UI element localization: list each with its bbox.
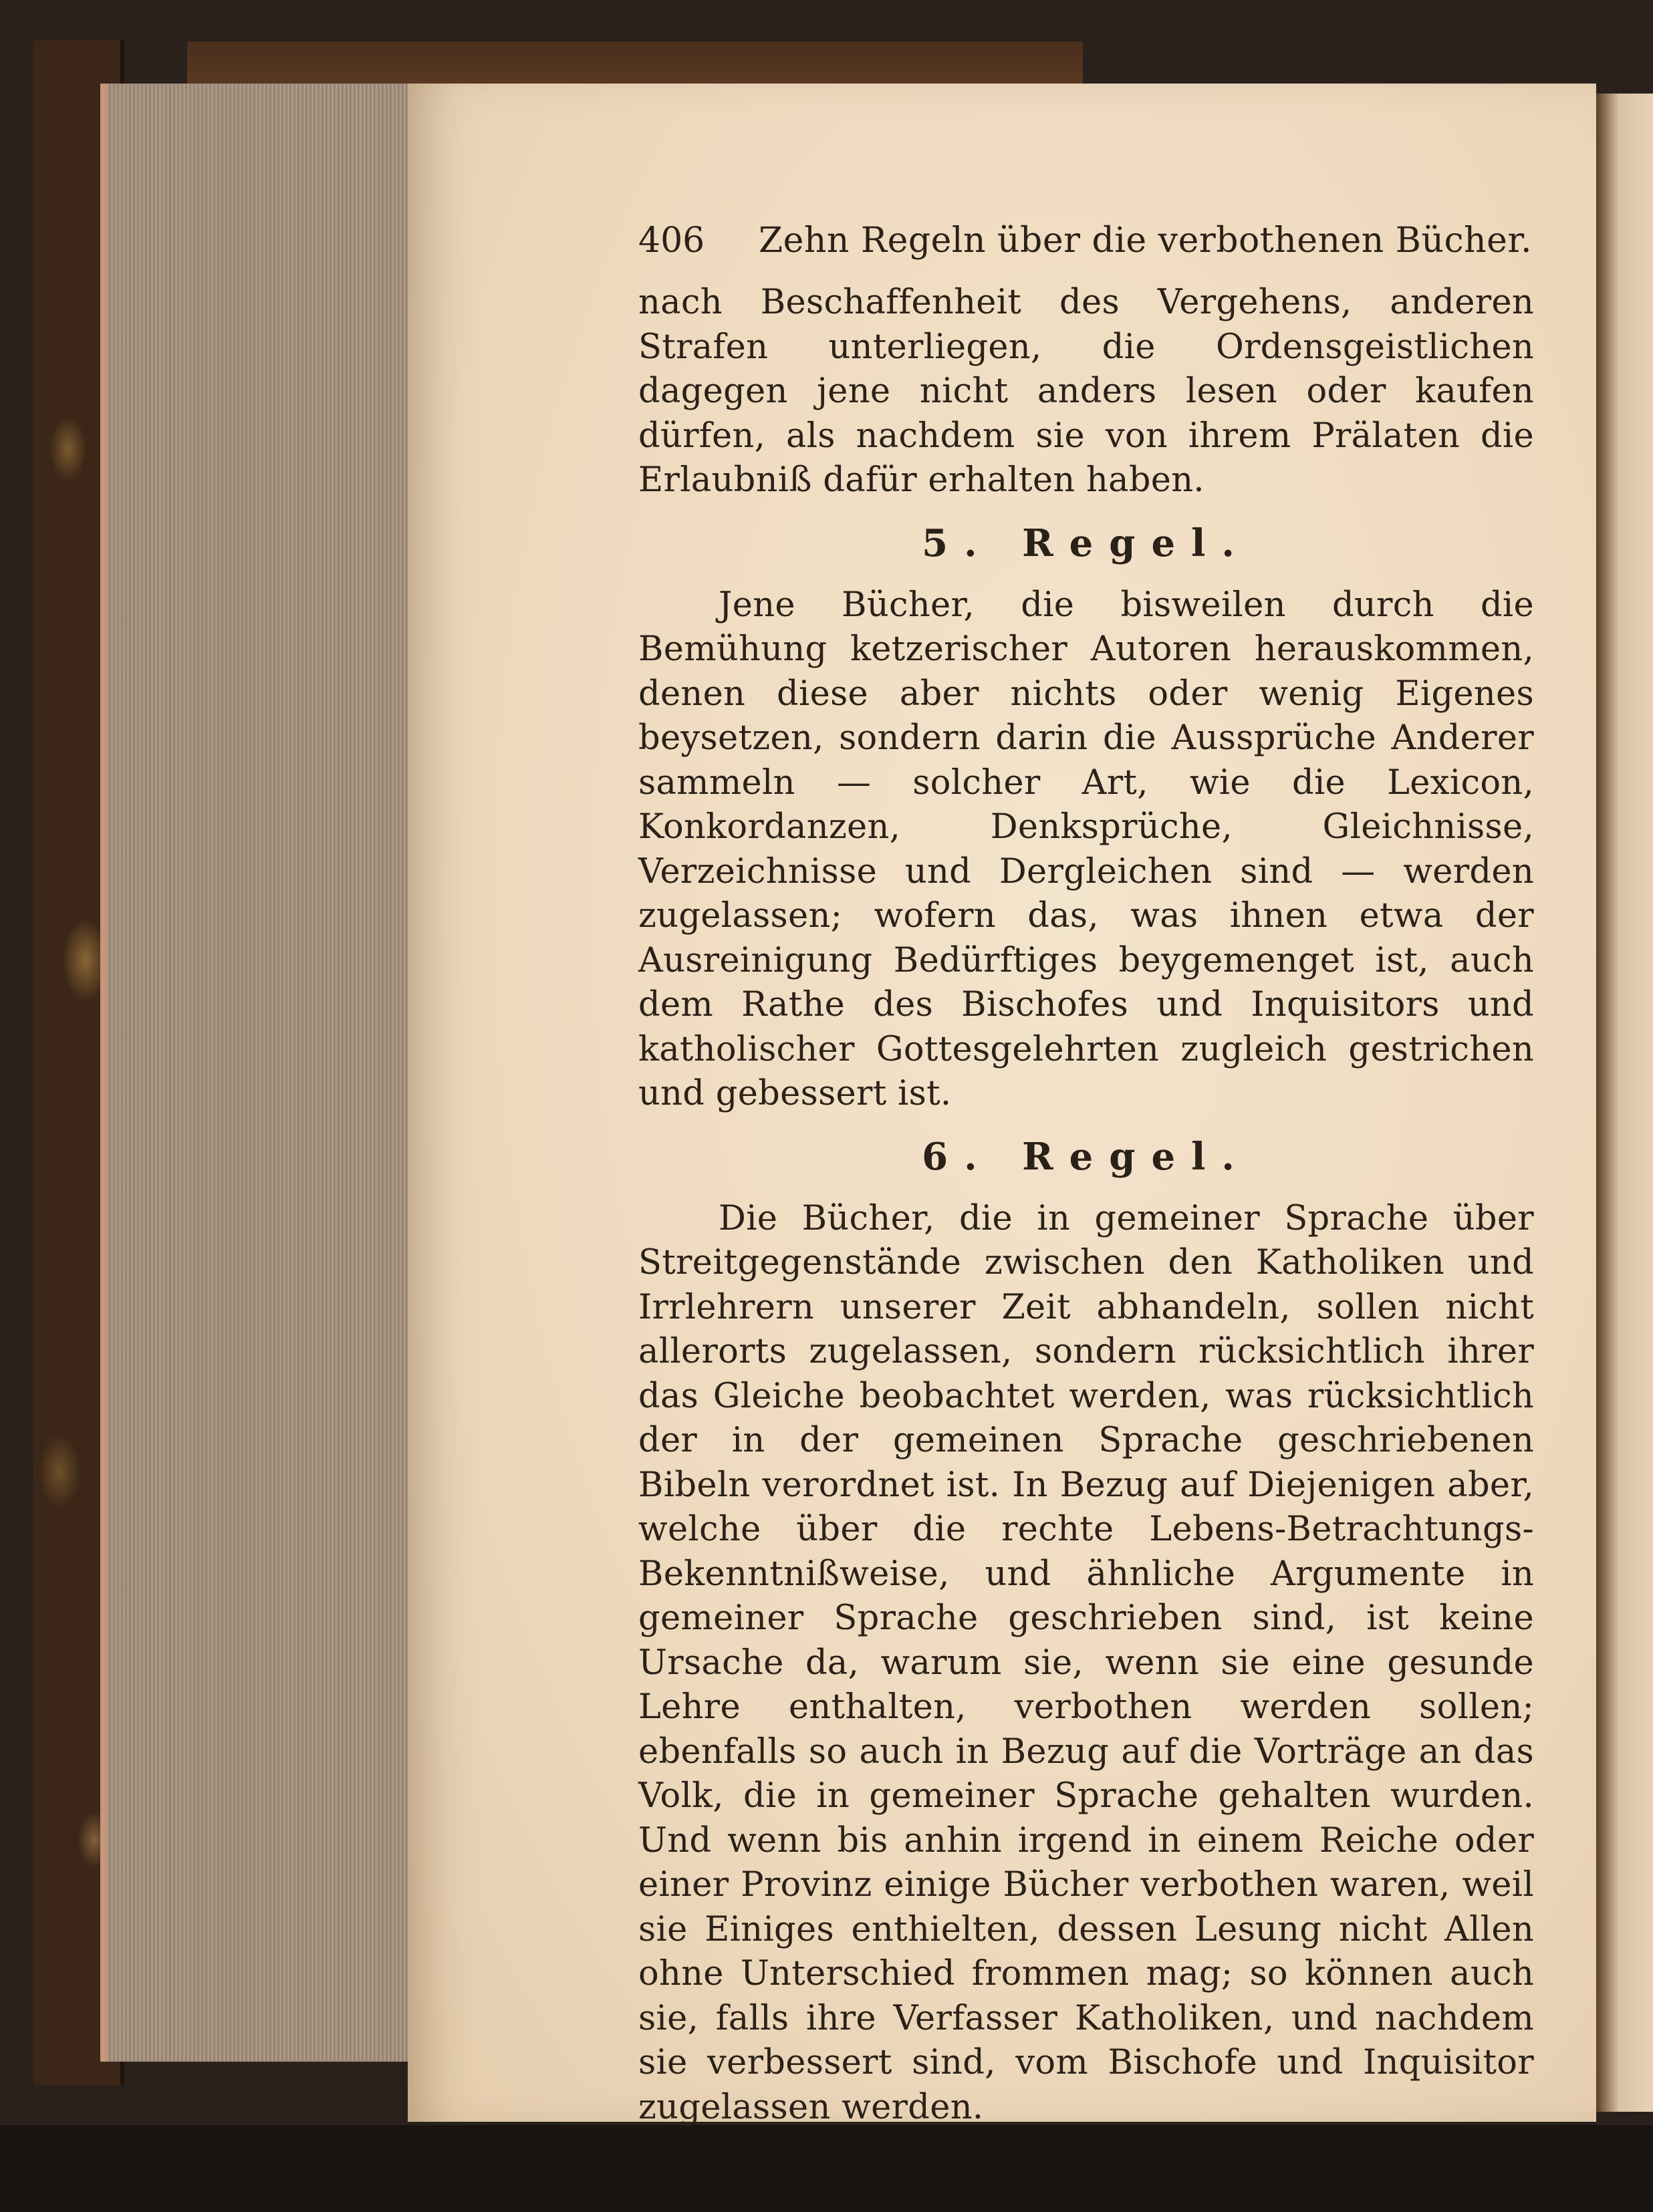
rule-6-paragraph: Die Bücher, die in gemeiner Sprache über Streitgegenstände zwischen den Katholiken und Irrlehrern unserer Zeit abhandeln, sollen nicht allerorts zugelassen, sondern rücksichtlich ihrer das Gleiche beobachtet werden, was rücksichtlich der in der gemeinen Sprache geschriebenen Bibeln verordnet ist. In Bezug auf Diejenigen aber, welche über die rechte Lebens-Betrachtungs-Bekenntnißweise, und ähnliche Argumente in gemeiner Sprache geschrieben sind, ist keine Ursache da, warum sie, wenn sie eine gesunde Lehre enthalten, verbothen werden sollen; ebenfalls so auch in Bezug auf die Vorträge an das Volk, die in gemeiner Sprache gehalten wurden. Und wenn bis anhin irgend in einem Reiche oder einer Provinz einige Bücher verbothen waren, weil sie Einiges enthielten, dessen Lesung nicht Allen ohne Unterschied frommen mag; so können auch sie, falls ihre Verfasser Katholiken, und nachdem sie verbessert sind, vom Bischofe und Inquisitor zugelassen werden. xyxy=(638,1198,1534,2127)
bottom-shadow xyxy=(0,2125,1653,2212)
running-head: Zehn Regeln über die verbothenen Bücher. xyxy=(759,221,1533,261)
page-block-edge xyxy=(100,84,448,2062)
rule-6-heading: 6. Regel. xyxy=(922,1134,1251,1179)
facing-page-edge xyxy=(1596,94,1653,2112)
page-number: 406 xyxy=(638,221,705,261)
cover-top-edge xyxy=(187,41,1083,88)
rule-5-heading: 5. Regel. xyxy=(922,521,1251,565)
page-text xyxy=(638,200,1534,2130)
rule-5-paragraph: Jene Bücher, die bisweilen durch die Bemühung ketzerischer Autoren herauskommen, denen diese aber nichts oder wenig Eigenes beysetzen, sondern darin die Aussprüche Anderer sammeln — solcher Art, wie die Lexicon, Konkordanzen, Denksprüche, Gleichnisse, Verzeichnisse und Dergleichen sind — werden zugelassen; wofern das, was ihnen etwa der Ausreinigung Bedürftiges beygemenget ist, auch dem Rathe des Bischofes und Inquisitors und katholischer Gottesgelehrten zugleich gestrichen und gebessert ist. xyxy=(638,585,1534,1113)
page-header xyxy=(638,200,1534,281)
intro-paragraph: nach Beschaffenheit des Vergehens, anderen Strafen unterliegen, die Ordensgeistlichen dagegen jene nicht anders lesen oder kaufen dürfen, als nachdem sie von ihrem Prälaten die Erlaubniß dafür erhalten haben. xyxy=(638,283,1534,500)
